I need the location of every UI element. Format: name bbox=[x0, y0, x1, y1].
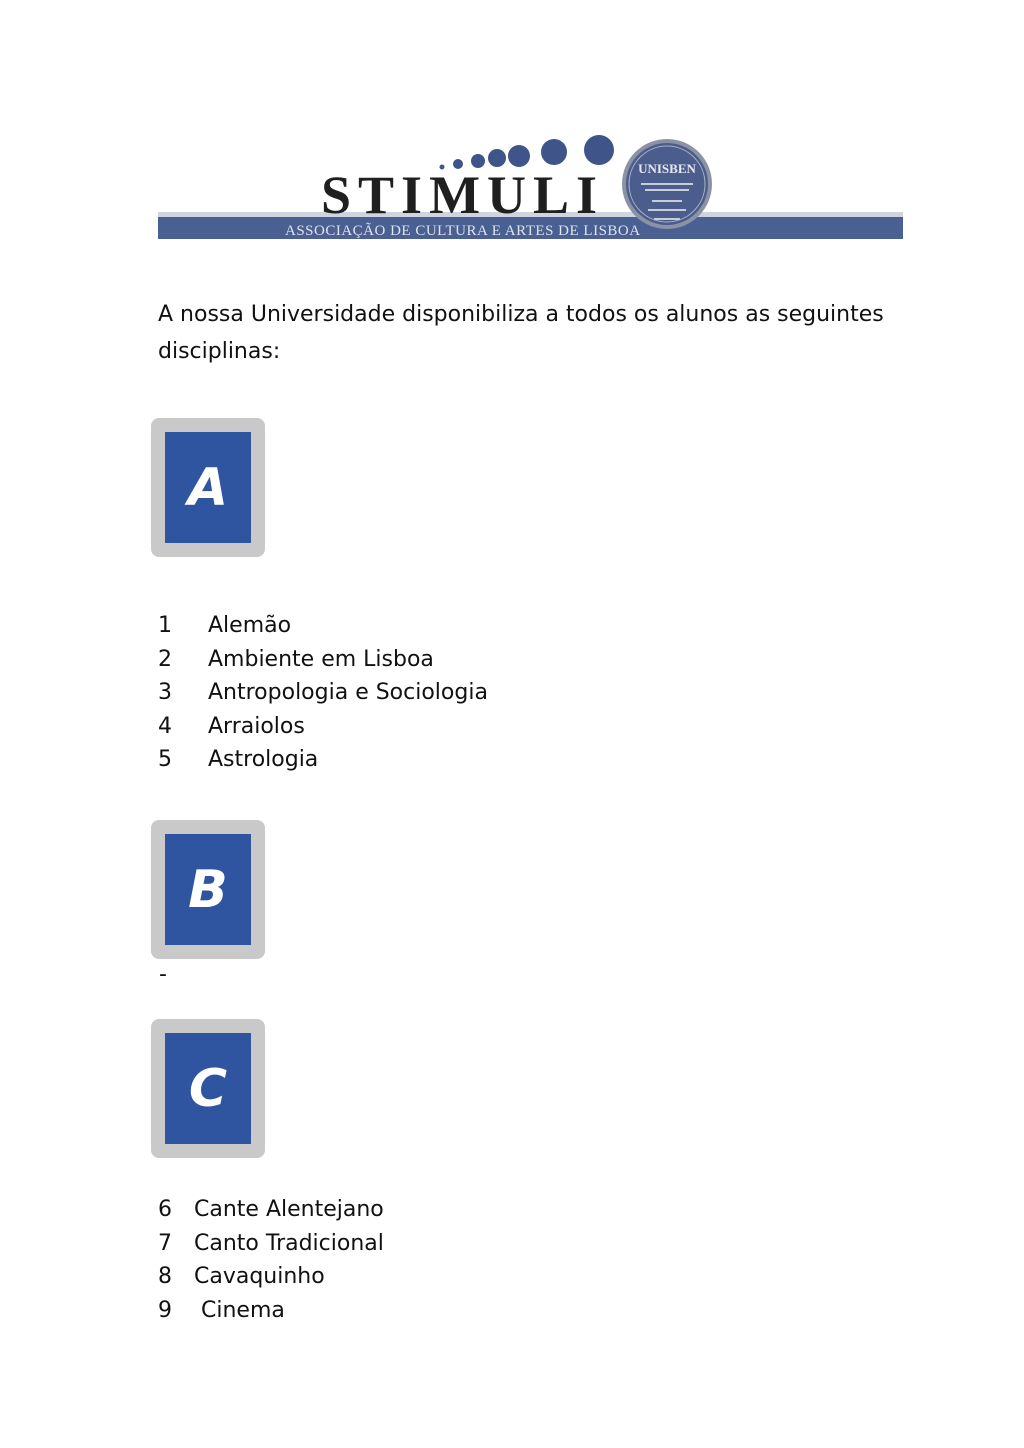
letter-tile-b bbox=[151, 820, 265, 959]
letter-tile-c bbox=[151, 1019, 265, 1158]
logo-subtitle: ASSOCIAÇÃO DE CULTURA E ARTES DE LISBOA bbox=[285, 223, 641, 239]
stimuli-logo bbox=[158, 128, 903, 243]
course-name: Astrologia bbox=[208, 747, 319, 772]
course-name: Alemão bbox=[208, 613, 292, 638]
section-b-placeholder: - bbox=[159, 962, 167, 987]
course-name: Canto Tradicional bbox=[194, 1230, 384, 1256]
course-name: Cavaquinho bbox=[194, 1264, 325, 1289]
course-number: 8 bbox=[158, 1264, 172, 1289]
course-list-a bbox=[158, 609, 488, 777]
list-item bbox=[158, 710, 488, 744]
list-item bbox=[158, 676, 488, 710]
letter-a: A bbox=[187, 457, 229, 518]
course-number: 7 bbox=[158, 1230, 172, 1256]
course-name: Cinema bbox=[201, 1297, 285, 1323]
list-item bbox=[158, 1227, 384, 1261]
letter-tile-a-fill bbox=[165, 432, 251, 543]
list-item bbox=[158, 609, 488, 643]
course-number: 3 bbox=[158, 680, 172, 705]
course-name: Arraiolos bbox=[208, 713, 305, 739]
course-number: 9 bbox=[158, 1297, 172, 1323]
course-name: Ambiente em Lisboa bbox=[208, 646, 434, 672]
course-name: Antropologia e Sociologia bbox=[208, 680, 488, 705]
letter-tile-c-fill bbox=[165, 1033, 251, 1144]
letter-tile-b-fill bbox=[165, 834, 251, 945]
course-number: 4 bbox=[158, 713, 172, 739]
letter-b: B bbox=[188, 859, 228, 920]
course-number: 1 bbox=[158, 613, 172, 638]
letter-tile-a bbox=[151, 418, 265, 557]
course-name: Cante Alentejano bbox=[194, 1197, 384, 1222]
list-item bbox=[158, 1193, 384, 1227]
course-number: 2 bbox=[158, 646, 172, 672]
seal-title: UNISBEN bbox=[638, 161, 696, 176]
list-item bbox=[158, 743, 488, 777]
list-item bbox=[158, 643, 488, 677]
logo-wordmark: STIMULI bbox=[321, 165, 605, 225]
course-number: 6 bbox=[158, 1197, 172, 1222]
list-item bbox=[158, 1294, 384, 1328]
course-number: 5 bbox=[158, 747, 172, 772]
intro-text: A nossa Universidade disponibiliza a todos os alunos as seguintes disciplinas: bbox=[158, 302, 884, 364]
course-list-c bbox=[158, 1193, 384, 1327]
letter-c: C bbox=[188, 1058, 228, 1119]
list-item bbox=[158, 1260, 384, 1294]
